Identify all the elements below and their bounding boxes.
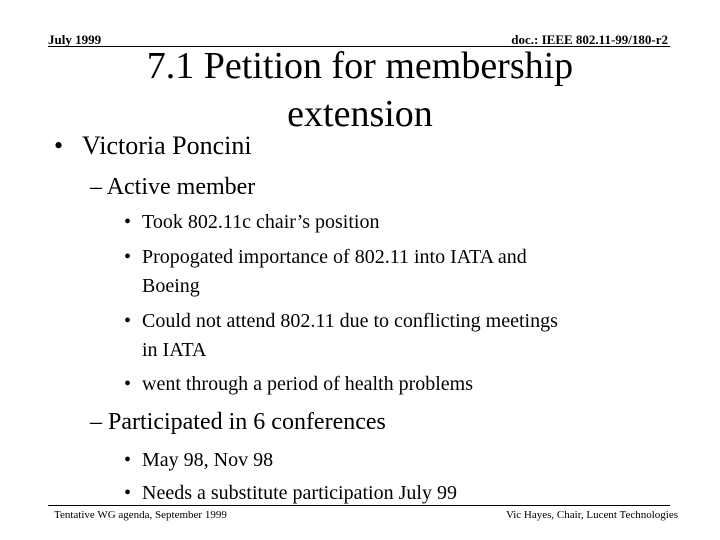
sub-bullet-active-member	[90, 172, 255, 202]
item-text-continued: Boeing	[142, 275, 200, 297]
header-date: July 1999	[48, 32, 102, 47]
bullet-marker: •	[124, 246, 132, 268]
footer-rule	[48, 505, 670, 506]
bullet-text: Victoria Poncini	[82, 131, 252, 160]
slide-title	[120, 42, 600, 138]
bullet-marker: •	[124, 373, 132, 395]
dash-marker: –	[90, 409, 102, 435]
item-text: Propogated importance of 802.11 into IATA and	[142, 246, 527, 268]
slide-title-line1: 7.1 Petition for membership	[146, 45, 574, 87]
bullet-marker: •	[124, 310, 132, 332]
sub-bullet-text: Participated in 6 conferences	[108, 409, 386, 435]
bullet-marker: •	[124, 482, 132, 504]
item-health-problems	[124, 370, 473, 399]
item-text: Could not attend 802.11 due to conflicting meetings	[142, 310, 558, 332]
item-text-continued: in IATA	[142, 339, 207, 361]
sub-bullet-participated	[90, 407, 386, 437]
bullet-marker: •	[124, 449, 132, 471]
dash-marker: –	[90, 174, 102, 200]
bullet-marker: •	[124, 211, 132, 233]
bullet-marker: •	[54, 131, 64, 160]
sub-bullet-text: Active member	[106, 174, 256, 200]
item-may-nov-98	[124, 446, 273, 475]
item-propogated-importance	[124, 243, 527, 301]
item-text: Took 802.11c chair’s position	[142, 211, 380, 233]
item-text: Needs a substitute participation July 99	[142, 482, 457, 504]
slide-title-line2: extension	[287, 93, 433, 135]
item-chair-position	[124, 208, 379, 237]
item-text: May 98, Nov 98	[142, 449, 274, 471]
footer-right: Vic Hayes, Chair, Lucent Technologies	[505, 509, 678, 521]
item-could-not-attend	[124, 307, 558, 365]
bullet-victoria-poncini	[54, 130, 252, 162]
footer-left: Tentative WG agenda, September 1999	[54, 509, 227, 521]
item-text: went through a period of health problems	[142, 373, 474, 395]
item-needs-substitute	[124, 479, 457, 508]
header-doc-id: doc.: IEEE 802.11-99/180-r2	[511, 32, 668, 47]
